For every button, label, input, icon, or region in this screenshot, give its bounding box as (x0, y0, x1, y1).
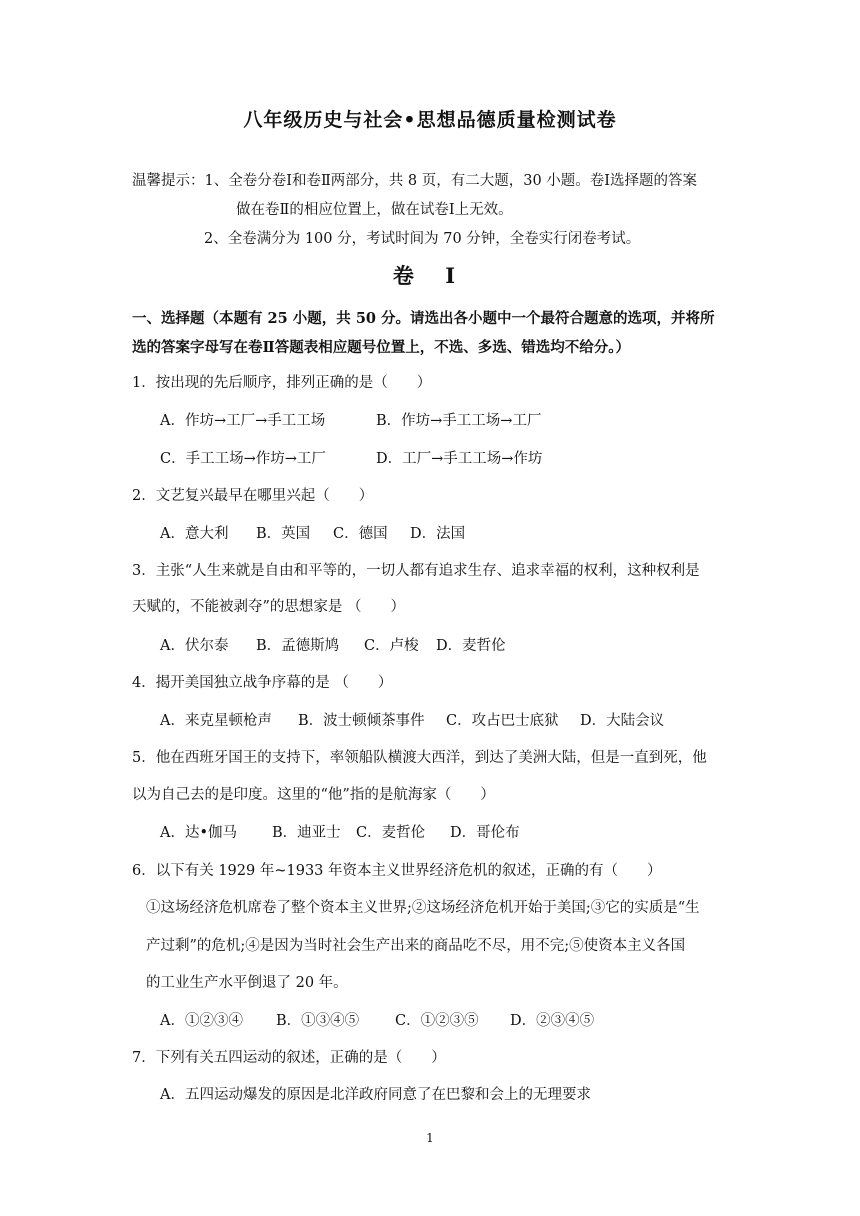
question-4-option-b: B．波士顿倾茶事件 (298, 713, 425, 729)
question-2-option-a: A．意大利 (160, 526, 229, 542)
question-5-option-b: B．迪亚士 (272, 825, 341, 841)
question-6-stem: 6．以下有关 1929 年~1933 年资本主义世界经济危机的叙述，正确的有（ ） (132, 863, 662, 879)
question-4-option-d: D．大陆会议 (580, 713, 665, 729)
question-4-stem: 4．揭开美国独立战争序幕的是 （ ） (132, 675, 393, 691)
question-7-stem: 7．下列有关五四运动的叙述，正确的是（ ） (132, 1050, 446, 1066)
question-6-option-a: A．①②③④ (160, 1013, 243, 1029)
question-6-option-c: C．①②③⑤ (395, 1013, 479, 1029)
question-2-option-b: B．英国 (256, 526, 311, 542)
section-heading-line-2: 选的答案字母写在卷Ⅱ答题表相应题号位置上，不选、多选、错选均不给分。） (132, 339, 630, 356)
question-1-stem: 1．按出现的先后顺序，排列正确的是（ ） (132, 375, 432, 391)
question-2-stem: 2．文艺复兴最早在哪里兴起（ ） (132, 488, 374, 504)
section-heading-line-1: 一、选择题（本题有 25 小题，共 50 分。请选出各小题中一个最符合题意的选项，并将所 (132, 310, 715, 327)
question-3-stem-line-2: 天赋的，不能被剥夺”的思想家是 （ ） (132, 599, 406, 615)
question-1-option-d: D．工厂→手工工场→作坊 (376, 451, 543, 467)
notice-line-2: 做在卷Ⅱ的相应位置上，做在试卷Ⅰ上无效。 (236, 202, 513, 218)
question-4-option-c: C．攻占巴士底狱 (446, 713, 559, 729)
question-5-stem-line-1: 5．他在西班牙国王的支持下，率领船队横渡大西洋，到达了美洲大陆，但是一直到死，他 (132, 750, 707, 766)
question-5-option-d: D．哥伦布 (450, 825, 520, 841)
question-2-option-c: C．德国 (333, 526, 388, 542)
question-5-option-a: A．达•伽马 (160, 825, 238, 841)
question-1-option-c: C．手工工场→作坊→工厂 (160, 451, 326, 467)
question-6-body-line-1: ①这场经济危机席卷了整个资本主义世界;②这场经济危机开始于美国;③它的实质是“生 (146, 900, 700, 916)
question-6-body-line-2: 产过剩”的危机;④是因为当时社会生产出来的商品吃不尽，用不完;⑤使资本主义各国 (146, 938, 686, 954)
question-5-stem-line-2: 以为自己去的是印度。这里的“他”指的是航海家（ ） (132, 787, 495, 803)
question-1-option-a: A．作坊→工厂→手工工场 (160, 413, 326, 429)
page-number: 1 (426, 1131, 434, 1145)
question-5-option-c: C．麦哲伦 (356, 825, 426, 841)
question-6-body-line-3: 的工业生产水平倒退了 20 年。 (146, 975, 348, 991)
question-3-stem-line-1: 3．主张“人生来就是自由和平等的，一切人都有追求生存、追求幸福的权利，这种权利是 (132, 563, 700, 579)
question-4-option-a: A．来克星顿枪声 (160, 713, 272, 729)
question-6-option-d: D．②③④⑤ (510, 1013, 595, 1029)
question-2-option-d: D．法国 (410, 526, 466, 542)
volume-heading: 卷 Ⅰ (392, 263, 468, 288)
exam-title: 八年级历史与社会•思想品德质量检测试卷 (243, 109, 617, 131)
question-3-option-c: C．卢梭 (364, 638, 419, 654)
question-7-option-a: A．五四运动爆发的原因是北洋政府同意了在巴黎和会上的无理要求 (160, 1087, 591, 1103)
question-3-option-a: A．伏尔泰 (160, 638, 229, 654)
question-3-option-b: B．孟德斯鸠 (256, 638, 340, 654)
question-1-option-b: B．作坊→手工工场→工厂 (376, 413, 542, 429)
question-6-option-b: B．①③④⑤ (276, 1013, 360, 1029)
notice-line-1: 温馨提示：1、全卷分卷Ⅰ和卷Ⅱ两部分，共 8 页，有二大题，30 小题。卷Ⅰ选择题的答案 (132, 173, 698, 189)
notice-line-3: 2、全卷满分为 100 分，考试时间为 70 分钟，全卷实行闭卷考试。 (204, 231, 641, 247)
question-3-option-d: D．麦哲伦 (436, 638, 506, 654)
